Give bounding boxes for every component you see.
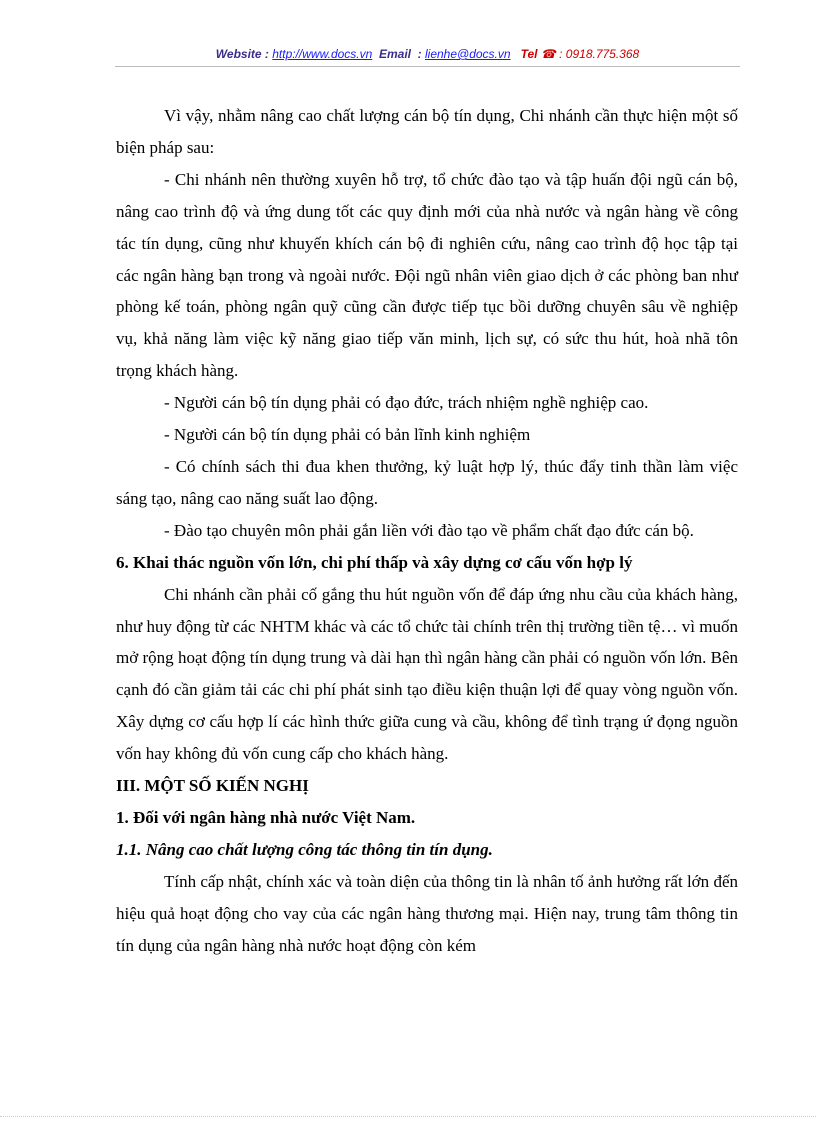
paragraph: Vì vậy, nhằm nâng cao chất lượng cán bộ tín dụng, Chi nhánh cần thực hiện một số biện pháp sau: xyxy=(116,106,738,157)
page-bottom-edge xyxy=(0,1116,816,1123)
bullet-paragraph: - Người cán bộ tín dụng phải có bản lĩnh kinh nghiệm xyxy=(164,425,531,445)
tel-label: Tel xyxy=(520,47,538,61)
paragraph: Tính cấp nhật, chính xác và toàn diện của thông tin là nhân tố ảnh hưởng rất lớn đến hiệu quả hoạt động cho vay của các ngân hàng thương mại. Hiện nay, trung tâm thông tin tín dụng của ngân hàng nhà nước hoạt động còn kém xyxy=(116,871,738,955)
chapter-heading: III. MỘT SỐ KIẾN NGHỊ xyxy=(116,776,309,796)
header-divider xyxy=(115,66,740,67)
bullet-paragraph: - Người cán bộ tín dụng phải có đạo đức, trách nhiệm nghề nghiệp cao. xyxy=(164,393,649,413)
section-heading: 1. Đối với ngân hàng nhà nước Việt Nam. xyxy=(116,807,416,827)
paragraph: Chi nhánh cần phải cố gắng thu hút nguồn vốn để đáp ứng nhu cầu của khách hàng, như huy động từ các NHTM khác và các tổ chức tài chính trên thị trường tiền tệ… vì muốn mở rộng hoạt động tín dụng trung và dài hạn thì ngân hàng cần phải có nguồn vốn lớn. Bên cạnh đó cần giảm tải các chi phí phát sinh tạo điều kiện thuận lợi để quay vòng nguồn vốn. Xây dựng cơ cấu hợp lí các hình thức giữa cung và cầu, không để tình trạng ứ đọng nguồn vốn hay không đủ vốn cung cấp cho khách hàng. xyxy=(116,584,738,764)
phone-icon: ☎ xyxy=(540,47,556,61)
website-label: Website xyxy=(215,47,262,61)
subsection-heading: 1.1. Nâng cao chất lượng công tác thông tin tín dụng. xyxy=(116,839,493,859)
email-label: Email xyxy=(378,47,411,61)
section-heading: 6. Khai thác nguồn vốn lớn, chi phí thấp và xây dựng cơ cấu vốn hợp lý xyxy=(116,552,633,572)
website-link[interactable]: http://www.docs.vn xyxy=(272,47,373,61)
document-body xyxy=(116,100,738,961)
phone-number: 0918.775.368 xyxy=(565,47,640,61)
page-header: Website : http://www.docs.vn Email : lienhe@docs.vn Tel ☎ : 0918.775.368 xyxy=(215,47,640,61)
bullet-paragraph: - Có chính sách thi đua khen thưởng, kỷ luật hợp lý, thúc đẩy tinh thần làm việc sáng tạo, nâng cao năng suất lao động. xyxy=(116,456,738,508)
bullet-paragraph: - Chi nhánh nên thường xuyên hỗ trợ, tổ chức đào tạo và tập huấn đội ngũ cán bộ, nâng cao trình độ và ứng dung tốt các quy định mới của nhà nước và ngân hàng về công tác tín dụng, cũng như khuyến khích cán bộ đi nghiên cứu, nâng cao trình độ học tập tại các ngân hàng bạn trong và ngoài nước. Đội ngũ nhân viên giao dịch ở các phòng ban như phòng kế toán, phòng ngân quỹ cũng cần được tiếp tục bồi dưỡng chuyên sâu về nghiệp vụ, khả năng làm việc kỹ năng giao tiếp văn minh, lịch sự, có sức thu hút, hoà nhã tôn trọng khách hàng. xyxy=(116,169,738,381)
bullet-paragraph: - Đào tạo chuyên môn phải gắn liền với đào tạo về phẩm chất đạo đức cán bộ. xyxy=(164,520,694,540)
email-link[interactable]: lienhe@docs.vn xyxy=(424,47,511,61)
